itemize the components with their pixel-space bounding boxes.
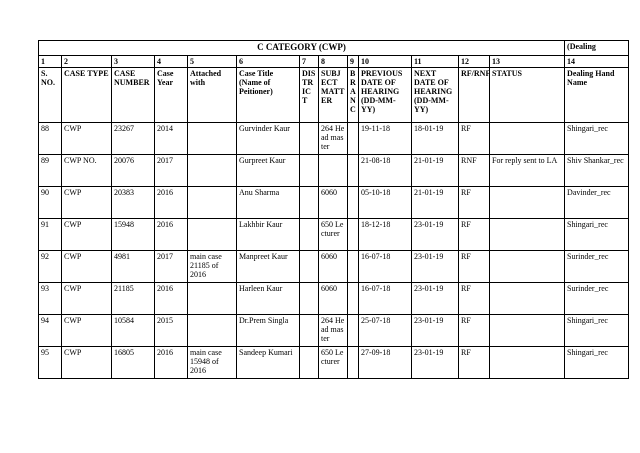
header-cell-text: CASE NUMBER — [114, 69, 150, 87]
table-row — [39, 251, 629, 283]
column-number-text: 9 — [350, 57, 354, 66]
data-cell-13 — [490, 283, 565, 315]
data-cell-9 — [348, 123, 359, 155]
data-cell-text: 23-01-19 — [414, 220, 444, 229]
header-cell-text: S. NO. — [41, 69, 55, 87]
data-cell-text: 23-01-19 — [414, 252, 444, 261]
data-cell-text: Shingari_rec — [567, 124, 608, 133]
data-cell-text: RNF — [461, 156, 477, 165]
data-cell-text: Harleen Kaur — [239, 284, 283, 293]
data-cell-1 — [39, 347, 62, 379]
data-cell-text: 16-07-18 — [361, 284, 391, 293]
data-cell-7 — [300, 219, 319, 251]
table-row — [39, 187, 629, 219]
data-cell-text: 10584 — [114, 316, 134, 325]
column-number-text: 13 — [492, 57, 500, 66]
data-cell-5 — [188, 315, 237, 347]
data-cell-6 — [237, 315, 300, 347]
data-cell-8 — [319, 187, 348, 219]
header-cell-text: PREVIOUS DATE OF HEARING (DD-MM-YY) — [361, 69, 403, 114]
column-number-text: 8 — [321, 57, 325, 66]
data-cell-2 — [62, 251, 112, 283]
data-cell-text: CWP — [64, 124, 82, 133]
data-cell-text: Shingari_rec — [567, 220, 608, 229]
header-cell-8 — [319, 68, 348, 123]
data-cell-text: 91 — [41, 220, 49, 229]
data-cell-14 — [565, 251, 629, 283]
data-cell-11 — [412, 123, 459, 155]
data-cell-text: 2017 — [157, 156, 173, 165]
table-row — [39, 283, 629, 315]
header-row — [39, 68, 629, 123]
column-number-13 — [490, 56, 565, 68]
data-cell-2 — [62, 155, 112, 187]
data-cell-text: 20076 — [114, 156, 134, 165]
data-cell-text: Lakhbir Kaur — [239, 220, 283, 229]
title-row — [39, 41, 629, 56]
data-cell-8 — [319, 155, 348, 187]
data-cell-9 — [348, 251, 359, 283]
data-cell-text: Anu Sharma — [239, 188, 280, 197]
header-cell-text: Attached with — [190, 69, 222, 87]
data-cell-14 — [565, 347, 629, 379]
data-cell-12 — [459, 123, 490, 155]
data-cell-6 — [237, 251, 300, 283]
data-cell-7 — [300, 123, 319, 155]
data-cell-text: 90 — [41, 188, 49, 197]
data-cell-1 — [39, 155, 62, 187]
data-cell-14 — [565, 123, 629, 155]
data-cell-13 — [490, 123, 565, 155]
data-cell-1 — [39, 123, 62, 155]
data-cell-6 — [237, 283, 300, 315]
data-cell-7 — [300, 251, 319, 283]
data-cell-14 — [565, 219, 629, 251]
data-cell-4 — [155, 283, 188, 315]
data-cell-11 — [412, 219, 459, 251]
header-cell-4 — [155, 68, 188, 123]
data-cell-text: 20383 — [114, 188, 134, 197]
data-cell-10 — [359, 219, 412, 251]
data-cell-2 — [62, 315, 112, 347]
header-cell-11 — [412, 68, 459, 123]
header-cell-12 — [459, 68, 490, 123]
column-number-14 — [565, 56, 629, 68]
column-number-text: 3 — [114, 57, 118, 66]
data-cell-14 — [565, 315, 629, 347]
data-cell-13 — [490, 347, 565, 379]
data-cell-12 — [459, 155, 490, 187]
data-cell-text: 2016 — [157, 188, 173, 197]
data-cell-13 — [490, 219, 565, 251]
data-cell-11 — [412, 251, 459, 283]
data-cell-14 — [565, 283, 629, 315]
data-cell-text: RF — [461, 348, 471, 357]
data-cell-text: 23-01-19 — [414, 284, 444, 293]
data-cell-12 — [459, 219, 490, 251]
data-cell-8 — [319, 347, 348, 379]
data-cell-8 — [319, 219, 348, 251]
data-cell-text: 4981 — [114, 252, 130, 261]
data-cell-6 — [237, 187, 300, 219]
data-cell-text: 19-11-18 — [361, 124, 391, 133]
data-cell-text: 6060 — [321, 284, 337, 293]
data-cell-text: CWP NO. — [64, 156, 97, 165]
data-cell-text: Shiv Shankar_rec — [567, 156, 624, 165]
data-cell-2 — [62, 187, 112, 219]
header-cell-text: RF/RNF — [461, 69, 491, 78]
header-cell-9 — [348, 68, 359, 123]
data-cell-text: Shingari_rec — [567, 348, 608, 357]
data-cell-text: Shingari_rec — [567, 316, 608, 325]
data-cell-text: For reply sent to LA — [492, 156, 558, 165]
data-cell-text: CWP — [64, 284, 82, 293]
data-cell-text: RF — [461, 220, 471, 229]
data-cell-text: Gurvinder Kaur — [239, 124, 290, 133]
data-cell-text: 95 — [41, 348, 49, 357]
header-cell-3 — [112, 68, 155, 123]
data-cell-text: 25-07-18 — [361, 316, 391, 325]
data-cell-9 — [348, 187, 359, 219]
data-cell-text: 23-01-19 — [414, 348, 444, 357]
data-cell-9 — [348, 155, 359, 187]
data-cell-text: 21-08-18 — [361, 156, 391, 165]
table-row — [39, 347, 629, 379]
data-cell-13 — [490, 187, 565, 219]
column-number-12 — [459, 56, 490, 68]
data-cell-text: 650 Lecturer — [321, 220, 344, 238]
data-cell-text: 2014 — [157, 124, 173, 133]
column-number-5 — [188, 56, 237, 68]
data-cell-5 — [188, 251, 237, 283]
column-number-text: 5 — [190, 57, 194, 66]
column-number-row — [39, 56, 629, 68]
data-cell-4 — [155, 315, 188, 347]
data-cell-text: 23-01-19 — [414, 316, 444, 325]
column-number-text: 1 — [41, 57, 45, 66]
header-cell-6 — [237, 68, 300, 123]
data-cell-text: CWP — [64, 220, 82, 229]
column-number-1 — [39, 56, 62, 68]
data-cell-text: 18-01-19 — [414, 124, 444, 133]
data-cell-8 — [319, 315, 348, 347]
data-cell-11 — [412, 155, 459, 187]
data-cell-text: 2016 — [157, 220, 173, 229]
data-cell-5 — [188, 347, 237, 379]
header-cell-14 — [565, 68, 629, 123]
data-cell-text: RF — [461, 252, 471, 261]
data-cell-4 — [155, 155, 188, 187]
data-cell-text: 6060 — [321, 252, 337, 261]
data-cell-text: main case 21185 of 2016 — [190, 252, 222, 279]
data-cell-5 — [188, 187, 237, 219]
data-cell-text: CWP — [64, 316, 82, 325]
data-cell-2 — [62, 347, 112, 379]
column-number-8 — [319, 56, 348, 68]
data-cell-text: 264 Head master — [321, 124, 345, 151]
data-cell-text: 21-01-19 — [414, 156, 444, 165]
data-cell-text: 15948 — [114, 220, 134, 229]
data-cell-text: 264 Head master — [321, 316, 345, 343]
data-cell-4 — [155, 347, 188, 379]
header-cell-13 — [490, 68, 565, 123]
data-cell-12 — [459, 315, 490, 347]
data-cell-12 — [459, 283, 490, 315]
data-cell-text: 05-10-18 — [361, 188, 391, 197]
data-cell-8 — [319, 283, 348, 315]
table-row — [39, 219, 629, 251]
table-row — [39, 123, 629, 155]
data-cell-10 — [359, 155, 412, 187]
data-cell-13 — [490, 155, 565, 187]
data-cell-3 — [112, 219, 155, 251]
data-cell-text: CWP — [64, 348, 82, 357]
data-cell-text: 93 — [41, 284, 49, 293]
data-cell-3 — [112, 155, 155, 187]
data-cell-13 — [490, 315, 565, 347]
data-cell-14 — [565, 187, 629, 219]
column-number-text: 2 — [64, 57, 68, 66]
data-cell-5 — [188, 123, 237, 155]
data-cell-text: CWP — [64, 252, 82, 261]
header-cell-2 — [62, 68, 112, 123]
data-cell-text: 2015 — [157, 316, 173, 325]
data-cell-10 — [359, 283, 412, 315]
data-cell-6 — [237, 123, 300, 155]
header-cell-text: STATUS — [492, 69, 522, 78]
data-cell-1 — [39, 283, 62, 315]
data-cell-4 — [155, 187, 188, 219]
data-cell-3 — [112, 283, 155, 315]
data-cell-1 — [39, 219, 62, 251]
data-cell-text: RF — [461, 316, 471, 325]
column-number-9 — [348, 56, 359, 68]
data-cell-10 — [359, 187, 412, 219]
data-cell-text: Manpreet Kaur — [239, 252, 288, 261]
data-cell-10 — [359, 251, 412, 283]
header-cell-7 — [300, 68, 319, 123]
data-cell-3 — [112, 123, 155, 155]
data-cell-text: 94 — [41, 316, 49, 325]
data-cell-9 — [348, 283, 359, 315]
column-number-6 — [237, 56, 300, 68]
column-number-text: 6 — [239, 57, 243, 66]
column-number-text: 4 — [157, 57, 161, 66]
data-cell-5 — [188, 283, 237, 315]
data-cell-text: Gurpreet Kaur — [239, 156, 286, 165]
data-cell-1 — [39, 187, 62, 219]
data-cell-text: Dr.Prem Singla — [239, 316, 289, 325]
header-cell-10 — [359, 68, 412, 123]
column-number-text: 12 — [461, 57, 469, 66]
column-number-4 — [155, 56, 188, 68]
data-cell-5 — [188, 219, 237, 251]
data-cell-3 — [112, 315, 155, 347]
data-cell-11 — [412, 315, 459, 347]
data-cell-12 — [459, 347, 490, 379]
data-cell-3 — [112, 187, 155, 219]
header-cell-text: CASE TYPE — [64, 69, 109, 78]
column-number-text: 11 — [414, 57, 422, 66]
data-cell-1 — [39, 315, 62, 347]
data-cell-11 — [412, 187, 459, 219]
column-number-11 — [412, 56, 459, 68]
data-cell-12 — [459, 187, 490, 219]
data-cell-7 — [300, 155, 319, 187]
header-cell-5 — [188, 68, 237, 123]
data-cell-text: 21-01-19 — [414, 188, 444, 197]
data-cell-2 — [62, 283, 112, 315]
data-cell-10 — [359, 347, 412, 379]
data-cell-text: 89 — [41, 156, 49, 165]
data-cell-text: Davinder_rec — [567, 188, 611, 197]
column-number-10 — [359, 56, 412, 68]
data-cell-text: 6060 — [321, 188, 337, 197]
data-cell-10 — [359, 315, 412, 347]
data-cell-8 — [319, 123, 348, 155]
data-cell-12 — [459, 251, 490, 283]
data-cell-text: 21185 — [114, 284, 134, 293]
data-cell-text: 18-12-18 — [361, 220, 391, 229]
data-cell-text: CWP — [64, 188, 82, 197]
column-number-text: 10 — [361, 57, 369, 66]
column-number-text: 14 — [567, 57, 576, 66]
data-cell-9 — [348, 315, 359, 347]
data-cell-text: 88 — [41, 124, 49, 133]
data-cell-3 — [112, 347, 155, 379]
data-cell-text: 27-09-18 — [361, 348, 391, 357]
data-cell-11 — [412, 347, 459, 379]
data-cell-5 — [188, 155, 237, 187]
header-cell-text: DISTRICT — [302, 69, 316, 105]
data-cell-1 — [39, 251, 62, 283]
data-cell-7 — [300, 283, 319, 315]
data-cell-text: 650 Lecturer — [321, 348, 344, 366]
dealing-label: (Dealing — [565, 41, 629, 56]
column-number-7 — [300, 56, 319, 68]
data-cell-6 — [237, 155, 300, 187]
data-cell-4 — [155, 251, 188, 283]
header-cell-text: SUBJECT MATTER — [321, 69, 345, 105]
header-cell-text: Dealing Hand Name — [567, 69, 615, 87]
data-cell-text: RF — [461, 124, 471, 133]
data-cell-6 — [237, 347, 300, 379]
data-cell-10 — [359, 123, 412, 155]
data-cell-9 — [348, 219, 359, 251]
header-cell-text: Case Year — [157, 69, 174, 87]
data-cell-4 — [155, 123, 188, 155]
data-cell-8 — [319, 251, 348, 283]
data-cell-text: 92 — [41, 252, 49, 261]
data-cell-text: RF — [461, 284, 471, 293]
header-cell-text: Case Title (Name of Peitioner) — [239, 69, 274, 96]
data-cell-3 — [112, 251, 155, 283]
table-title: C CATEGORY (CWP) — [39, 41, 565, 56]
case-table — [38, 40, 629, 379]
data-cell-text: 16805 — [114, 348, 134, 357]
header-cell-text: BRANC — [350, 69, 356, 114]
data-cell-text: RF — [461, 188, 471, 197]
data-cell-text: Surinder_rec — [567, 284, 609, 293]
data-cell-7 — [300, 315, 319, 347]
data-cell-2 — [62, 219, 112, 251]
table-row — [39, 315, 629, 347]
header-cell-1 — [39, 68, 62, 123]
data-cell-14 — [565, 155, 629, 187]
data-cell-2 — [62, 123, 112, 155]
column-number-text: 7 — [302, 57, 306, 66]
data-cell-text: 16-07-18 — [361, 252, 391, 261]
data-cell-7 — [300, 187, 319, 219]
data-cell-6 — [237, 219, 300, 251]
column-number-3 — [112, 56, 155, 68]
table-row — [39, 155, 629, 187]
data-cell-text: main case 15948 of 2016 — [190, 348, 222, 375]
case-register-sheet — [38, 40, 628, 379]
header-cell-text: NEXT DATE OF HEARING (DD-MM-YY) — [414, 69, 453, 114]
data-cell-text: 2016 — [157, 284, 173, 293]
data-cell-text: 2016 — [157, 348, 173, 357]
data-cell-text: Surinder_rec — [567, 252, 609, 261]
data-cell-4 — [155, 219, 188, 251]
data-cell-text: 2017 — [157, 252, 173, 261]
data-cell-text: Sandeep Kumari — [239, 348, 293, 357]
data-cell-13 — [490, 251, 565, 283]
data-cell-7 — [300, 347, 319, 379]
column-number-2 — [62, 56, 112, 68]
data-cell-11 — [412, 283, 459, 315]
data-cell-text: 23267 — [114, 124, 134, 133]
data-cell-9 — [348, 347, 359, 379]
